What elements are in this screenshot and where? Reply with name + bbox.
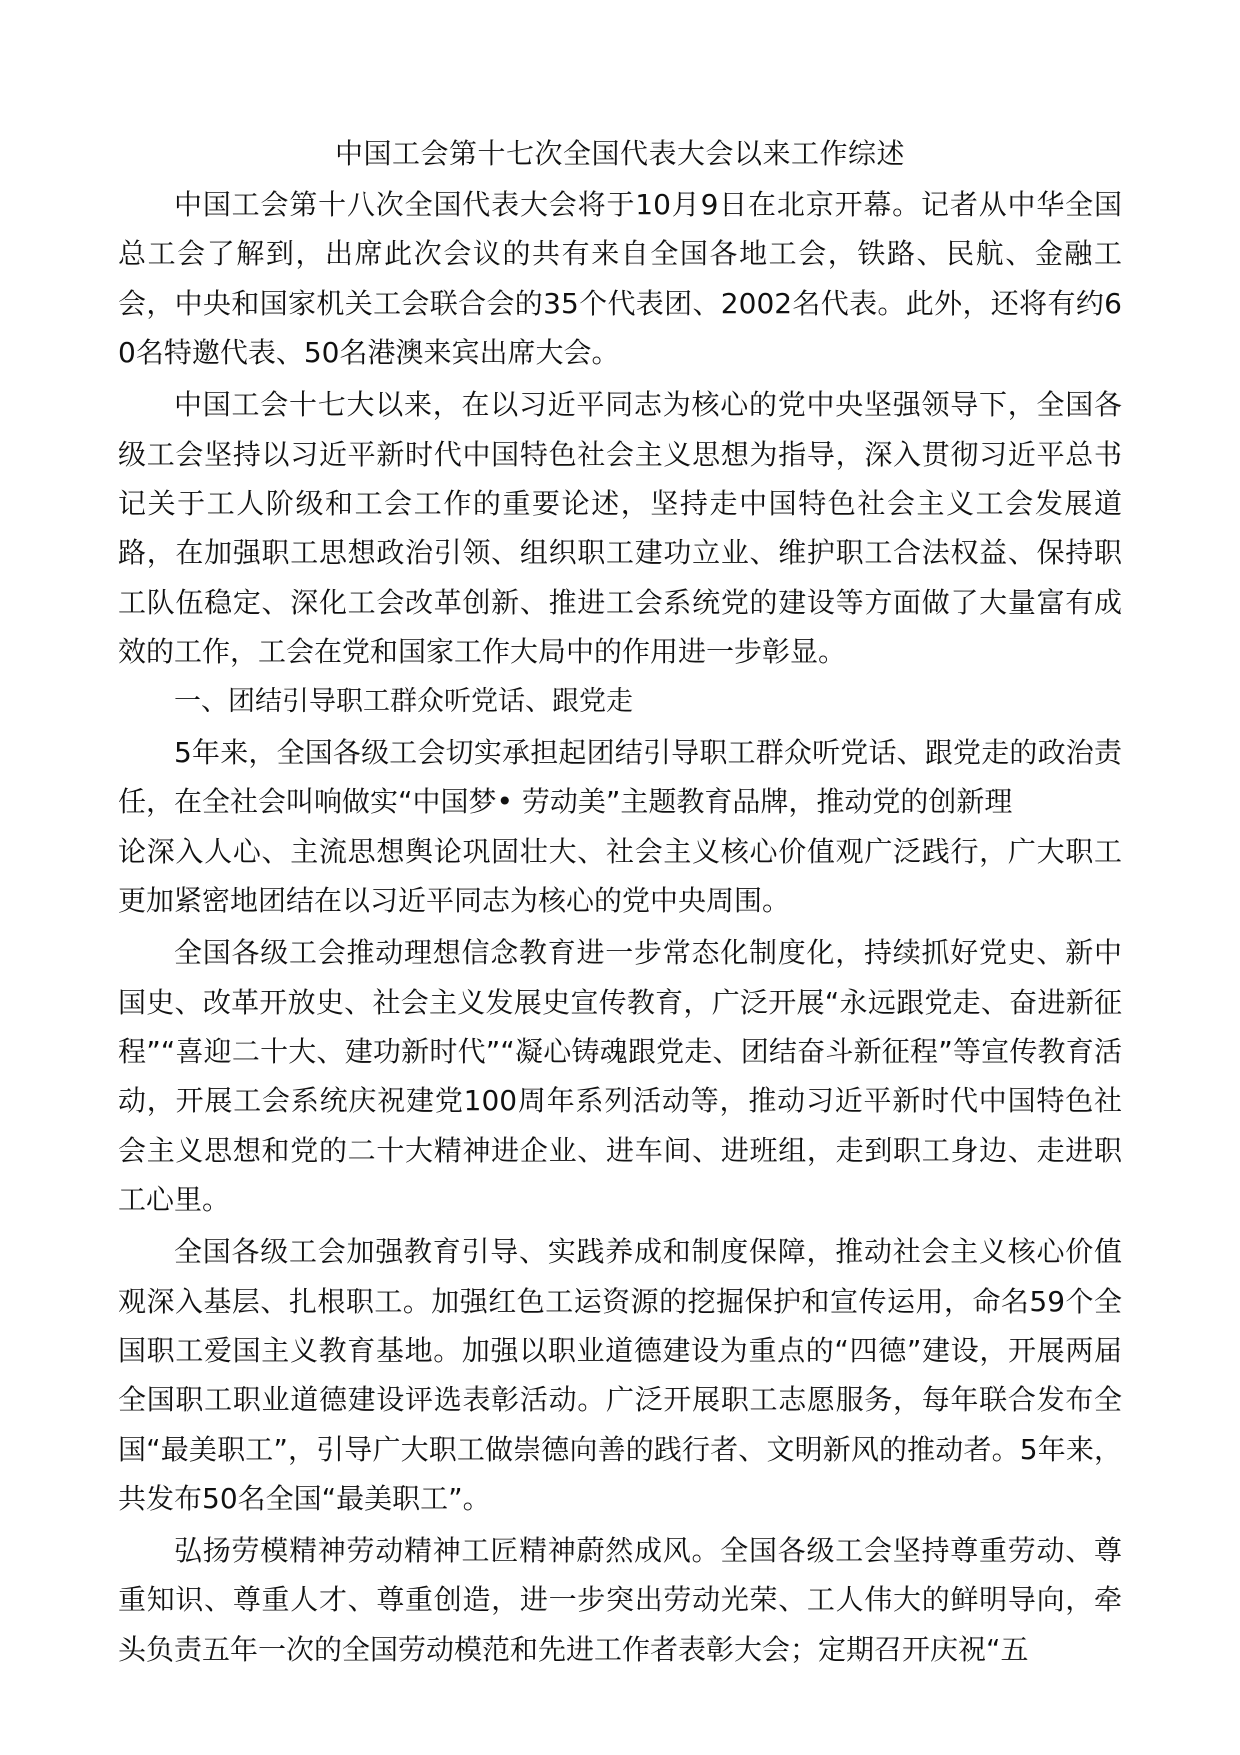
document-page bbox=[118, 134, 1122, 1677]
section-paragraph-2: 全国各级工会推动理想信念教育进一步常态化制度化，持续抓好党史、新中国史、改革开放史、社会主义发展史宣传教育，广泛开展“永远跟党走、奋进新征程”“喜迎二十大、建功新时代”“凝心铸魂跟党走、团结奋斗新征程”等宣传教育活动，开展工会系统庆祝建党100周年系列活动等，推动习近平新时代中国特色社会主义思想和党的二十大精神进企业、进车间、进班组，走到职工身边、走进职工心里。 bbox=[118, 936, 1122, 1217]
section-paragraph-1-continued: 论深入人心、主流思想舆论巩固壮大、社会主义核心价值观广泛践行，广大职工更加紧密地团结在以习近平同志为核心的党中央周围。 bbox=[118, 834, 1122, 918]
section-paragraph-4: 弘扬劳模精神劳动精神工匠精神蔚然成风。全国各级工会坚持尊重劳动、尊重知识、尊重人才、尊重创造，进一步突出劳动光荣、工人伟大的鲜明导向，牵头负责五年一次的全国劳动模范和先进工作者表彰大会；定期召开庆祝“五 bbox=[118, 1534, 1122, 1666]
section-paragraph-3: 全国各级工会加强教育引导、实践养成和制度保障，推动社会主义核心价值观深入基层、扎根职工。加强红色工运资源的挖掘保护和宣传运用，命名59个全国职工爱国主义教育基地。加强以职业道德建设为重点的“四德”建设，开展两届全国职工职业道德建设评选表彰活动。广泛开展职工志愿服务，每年联合发布全国“最美职工”，引导广大职工做崇德向善的践行者、文明新风的推动者。5年来，共发布50名全国“最美职工”。 bbox=[118, 1235, 1122, 1516]
section-paragraph-1: 5年来，全国各级工会切实承担起团结引导职工群众听党话、跟党走的政治责任，在全社会叫响做实“中国梦• 劳动美”主题教育品牌，推动党的创新理 bbox=[118, 736, 1122, 819]
paragraph-intro: 中国工会第十八次全国代表大会将于10月9日在北京开幕。记者从中华全国总工会了解到，出席此次会议的共有来自全国各地工会，铁路、民航、金融工会，中央和国家机关工会联合会的35个代表团、2002名代表。此外，还将有约60名特邀代表、50名港澳来宾出席大会。 bbox=[118, 188, 1122, 370]
section-heading: 一、团结引导职工群众听党话、跟党走 bbox=[174, 686, 633, 718]
document-title: 中国工会第十七次全国代表大会以来工作综述 bbox=[334, 137, 905, 170]
paragraph-overview: 中国工会十七大以来，在以习近平同志为核心的党中央坚强领导下，全国各级工会坚持以习近平新时代中国特色社会主义思想为指导，深入贯彻习近平总书记关于工人阶级和工会工作的重要论述，坚持走中国特色社会主义工会发展道路，在加强职工思想政治引领、组织职工建功立业、维护职工合法权益、保持职工队伍稳定、深化工会改革创新、推进工会系统党的建设等方面做了大量富有成效的工作，工会在党和国家工作大局中的作用进一步彰显。 bbox=[118, 388, 1122, 669]
